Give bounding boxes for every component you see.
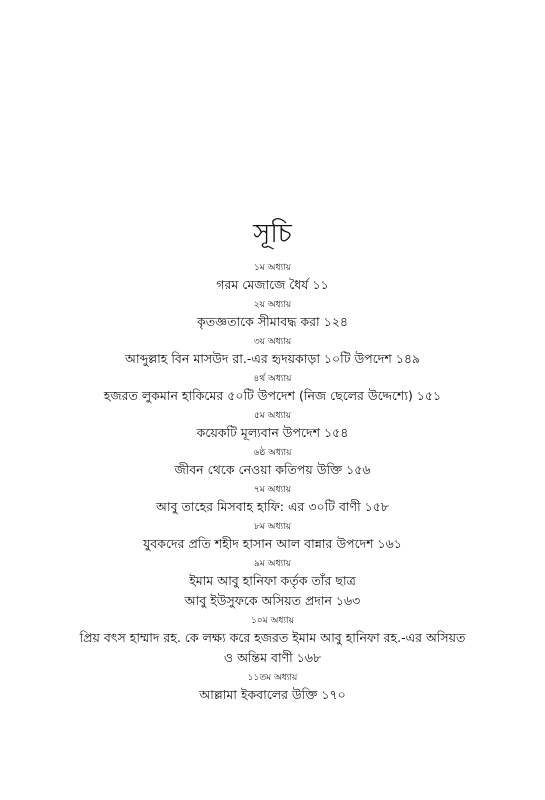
toc-entry xyxy=(40,447,505,480)
chapter-title: ও অন্তিম বাণী ১৬৮ xyxy=(223,650,322,665)
chapter-title: গরম মেজাজে ধৈর্য ১১ xyxy=(216,277,329,292)
chapter-title: আব্দুল্লাহ বিন মাসউদ রা.-এর হৃদয়কাড়া ১০টি উপদেশ ১৪৯ xyxy=(124,351,421,366)
chapter-label: ৩য় অধ্যায় xyxy=(253,337,292,347)
chapter-title: হজরত লুকমান হাকিমের ৫০টি উপদেশ (নিজ ছেলের উদ্দেশ্যে) ১৫১ xyxy=(103,388,442,403)
chapter-title: আল্লামা ইকবালের উক্তি ১৭০ xyxy=(199,687,346,702)
toc-entry xyxy=(40,521,505,554)
chapter-title: ইমাম আবু হানিফা কর্তৃক তাঁর ছাত্র xyxy=(189,573,356,588)
toc-entry xyxy=(40,262,505,295)
chapter-label: ২য় অধ্যায় xyxy=(253,300,292,310)
toc-list xyxy=(40,262,505,709)
toc-entry xyxy=(40,484,505,517)
chapter-title: জীবন থেকে নেওয়া কতিপয় উক্তি ১৫৬ xyxy=(174,462,371,477)
toc-entry xyxy=(40,615,505,668)
chapter-label: ৯ম অধ্যায় xyxy=(253,559,292,569)
chapter-title: আবু ইউসুফকে অসিয়ত প্রদান ১৬৩ xyxy=(184,593,361,608)
chapter-title: প্রিয় বৎস হাম্মাদ রহ. কে লক্ষ্য করে হজরত ইমাম আবু হানিফা রহ.-এর অসিয়ত xyxy=(79,630,466,645)
chapter-label: ৪র্থ অধ্যায় xyxy=(253,374,292,384)
chapter-title: যুবকদের প্রতি শহীদ হাসান আল বান্নার উপদেশ ১৬১ xyxy=(143,536,402,551)
chapter-label: ১০ম অধ্যায় xyxy=(251,616,294,626)
chapter-label: ৮ম অধ্যায় xyxy=(253,522,292,532)
chapter-title: কয়েকটি মূল্যবান উপদেশ ১৫৪ xyxy=(196,425,349,440)
toc-entry xyxy=(40,299,505,332)
chapter-label: ৭ম অধ্যায় xyxy=(253,485,292,495)
chapter-label: ১ম অধ্যায় xyxy=(253,263,292,273)
toc-entry xyxy=(40,672,505,705)
toc-entry xyxy=(40,558,505,611)
chapter-label: ১১তম অধ্যায় xyxy=(247,673,298,683)
chapter-title: আবু তাহের মিসবাহ হাফি: এর ৩০টি বাণী ১৫৮ xyxy=(156,499,389,514)
toc-entry xyxy=(40,336,505,369)
chapter-label: ৬ষ্ঠ অধ্যায় xyxy=(253,448,292,458)
toc-entry xyxy=(40,373,505,406)
chapter-label: ৫ম অধ্যায় xyxy=(253,411,292,421)
chapter-title: কৃতজ্ঞতাকে সীমাবদ্ধ করা ১২৪ xyxy=(197,314,348,329)
toc-entry xyxy=(40,410,505,443)
toc-title: সূচি xyxy=(253,219,292,249)
